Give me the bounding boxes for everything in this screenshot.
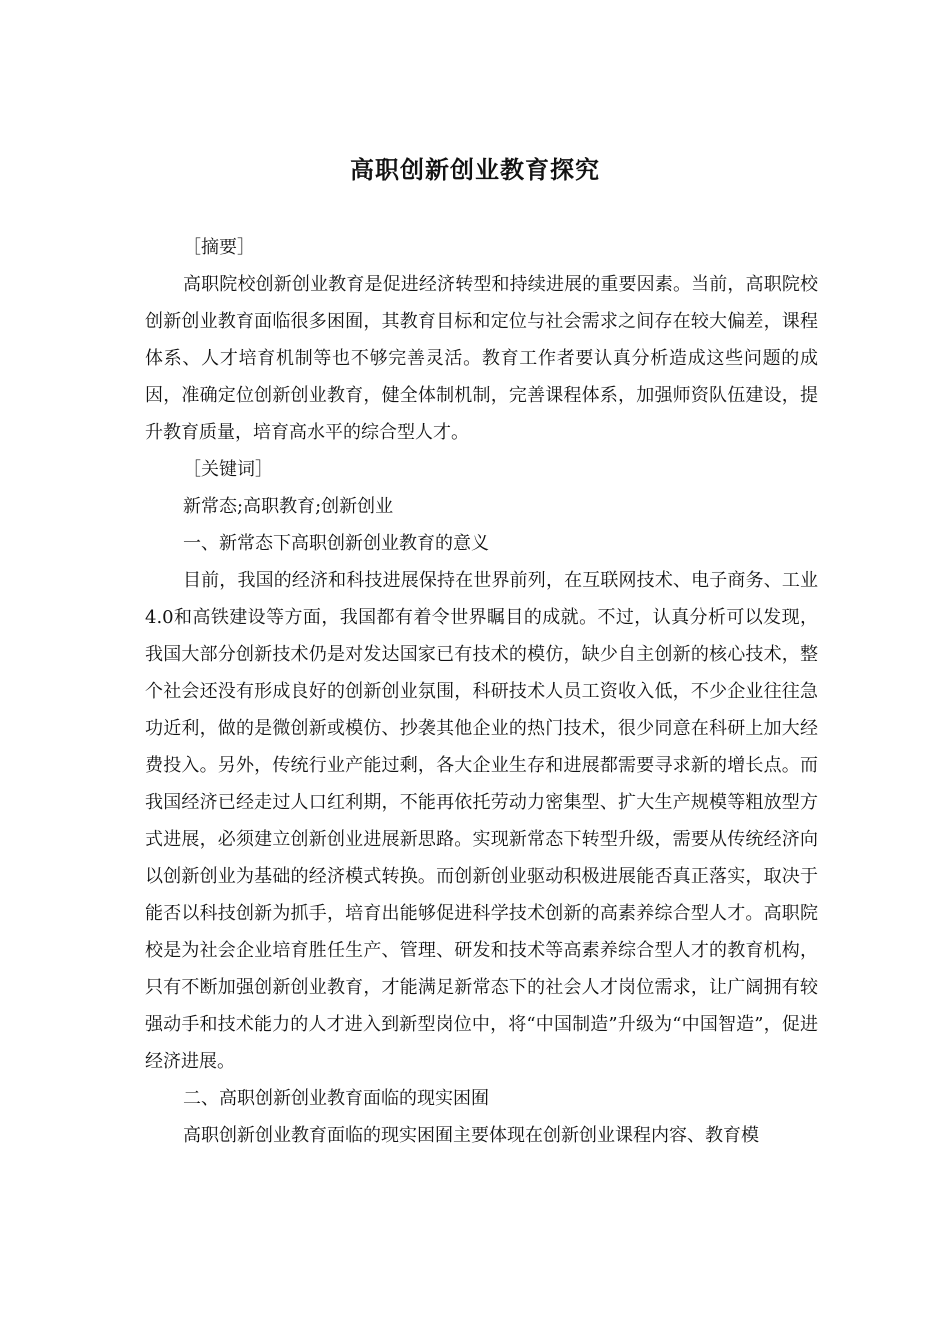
section-paragraph-1: 目前，我国的经济和科技进展保持在世界前列，在互联网技术、电子商务、工业4.0和高铁建设等方面，我国都有着令世界瞩目的成就。不过，认真分析可以发现，我国大部分创新技术仍是对发达国家已有技术的模仿，缺少自主创新的核心技术，整个社会还没有形成良好的创新创业氛围，科研技术人员工资收入低，不少企业往往急功近利，做的是微创新或模仿、抄袭其他企业的热门技术，很少同意在科研上加大经费投入。另外，传统行业产能过剩，各大企业生存和进展都需要寻求新的增长点。而我国经济已经走过人口红利期，不能再依托劳动力密集型、扩大生产规模等粗放型方式进展，必须建立创新创业进展新思路。实现新常态下转型升级，需要从传统经济向以创新创业为基础的经济模式转换。而创新创业驱动积极进展能否真正落实，取决于能否以科技创新为抓手，培育出能够促进科学技术创新的高素养综合型人才。高职院校是为社会企业培育胜任生产、管理、研发和技术等高素养综合型人才的教育机构，只有不断加强创新创业教育，才能满足新常态下的社会人才岗位需求，让广阔拥有较强动手和技术能力的人才进入到新型岗位中，将“中国制造”升级为“中国智造”，促进经济进展。 — [145, 570, 818, 1072]
section-paragraph-2: 高职创新创业教育面临的现实困囿主要体现在创新创业课程内容、教育模 — [183, 1125, 759, 1146]
abstract-label: ［摘要］ — [183, 237, 255, 258]
section-heading-1: 一、新常态下高职创新创业教育的意义 — [183, 533, 489, 554]
document-body — [145, 229, 818, 1154]
abstract-paragraph: 高职院校创新创业教育是促进经济转型和持续进展的重要因素。当前，高职院校创新创业教育面临很多困囿，其教育目标和定位与社会需求之间存在较大偏差，课程体系、人才培育机制等也不够完善灵活。教育工作者要认真分析造成这些问题的成因，准确定位创新创业教育，健全体制机制，完善课程体系，加强师资队伍建设，提升教育质量，培育高水平的综合型人才。 — [145, 274, 818, 443]
document-title: 高职创新创业教育探究 — [350, 155, 600, 184]
section-heading-2: 二、高职创新创业教育面临的现实困囿 — [183, 1088, 489, 1109]
keywords-paragraph: 新常态;高职教育;创新创业 — [183, 496, 394, 517]
keywords-label: ［关键词］ — [183, 459, 273, 480]
